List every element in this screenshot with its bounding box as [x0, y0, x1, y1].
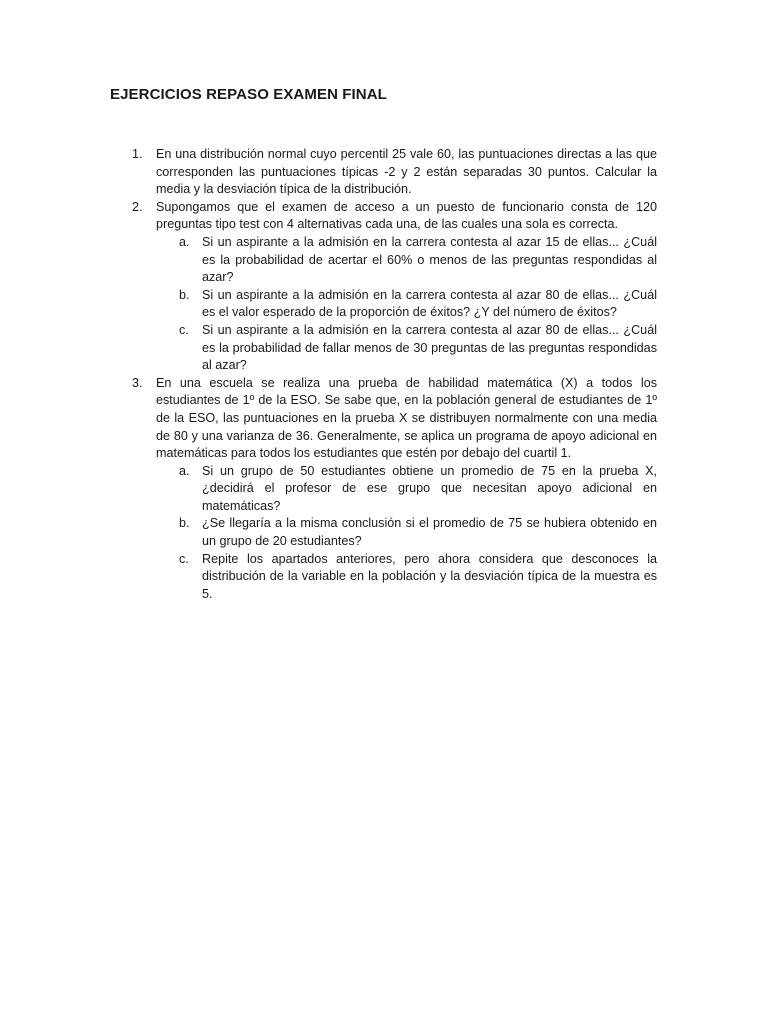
exercise-parts-list	[156, 234, 657, 375]
exercise-item-1	[110, 146, 657, 199]
part-text: Si un aspirante a la admisión en la carrera contesta al azar 80 de ellas... ¿Cuál es el valor esperado de la proporción de éxitos? ¿Y del número de éxitos?	[202, 287, 657, 320]
part-letter: c.	[179, 322, 189, 337]
document-body	[110, 146, 657, 603]
exercise-number: 1.	[132, 147, 143, 161]
exercise-part-a	[156, 234, 657, 287]
exercise-part-b	[156, 515, 657, 550]
part-letter: b.	[179, 287, 190, 302]
part-letter: b.	[179, 516, 190, 531]
exercise-text: Supongamos que el examen de acceso a un puesto de funcionario consta de 120 preguntas tipo test con 4 alternativas cada una, de las cuales una sola es correcta.	[156, 199, 657, 232]
exercise-item-2	[110, 199, 657, 375]
part-text: Si un aspirante a la admisión en la carrera contesta al azar 15 de ellas... ¿Cuál es la probabilidad de acertar el 60% o menos de las preguntas respondidas al azar?	[202, 234, 657, 285]
exercise-list	[110, 146, 657, 603]
part-letter: c.	[179, 551, 189, 566]
exercise-text: En una escuela se realiza una prueba de habilidad matemática (X) a todos los estudiantes de 1º de la ESO. Se sabe que, en la población general de estudiantes de 1º de la ESO, las puntuaciones en la prueba X se distribuyen normalmente con una media de 80 y una varianza de 36. Generalmente, se aplica un programa de apoyo adicional en matemáticas para todos los estudiantes que estén por debajo del cuartil 1.	[156, 375, 657, 461]
part-text: Si un grupo de 50 estudiantes obtiene un promedio de 75 en la prueba X, ¿decidirá el profesor de ese grupo que necesitan apoyo adicional en matemáticas?	[202, 463, 657, 513]
exercise-number: 3.	[132, 375, 143, 390]
exercise-part-a	[156, 463, 657, 516]
exercise-number: 2.	[132, 199, 143, 214]
part-letter: a.	[179, 234, 190, 249]
part-text: Si un aspirante a la admisión en la carrera contesta al azar 80 de ellas... ¿Cuál es la probabilidad de fallar menos de 30 preguntas de las preguntas respondidas al azar?	[202, 322, 657, 373]
exercise-item-3	[110, 375, 657, 604]
exercise-parts-list	[156, 463, 657, 604]
exercise-part-c	[156, 551, 657, 604]
part-letter: a.	[179, 463, 190, 478]
exercise-part-b	[156, 287, 657, 322]
exercise-text: En una distribución normal cuyo percentil 25 vale 60, las puntuaciones directas a las que corresponden las puntuaciones típicas -2 y 2 están separadas 30 puntos. Calcular la media y la desviación típica de la distribución.	[156, 147, 657, 197]
document-title: EJERCICIOS REPASO EXAMEN FINAL	[110, 86, 387, 103]
part-text: Repite los apartados anteriores, pero ahora considera que desconoces la distribución de la variable en la población y la desviación típica de la muestra es 5.	[202, 551, 657, 601]
exercise-part-c	[156, 322, 657, 375]
part-text: ¿Se llegaría a la misma conclusión si el promedio de 75 se hubiera obtenido en un grupo de 20 estudiantes?	[202, 516, 657, 549]
